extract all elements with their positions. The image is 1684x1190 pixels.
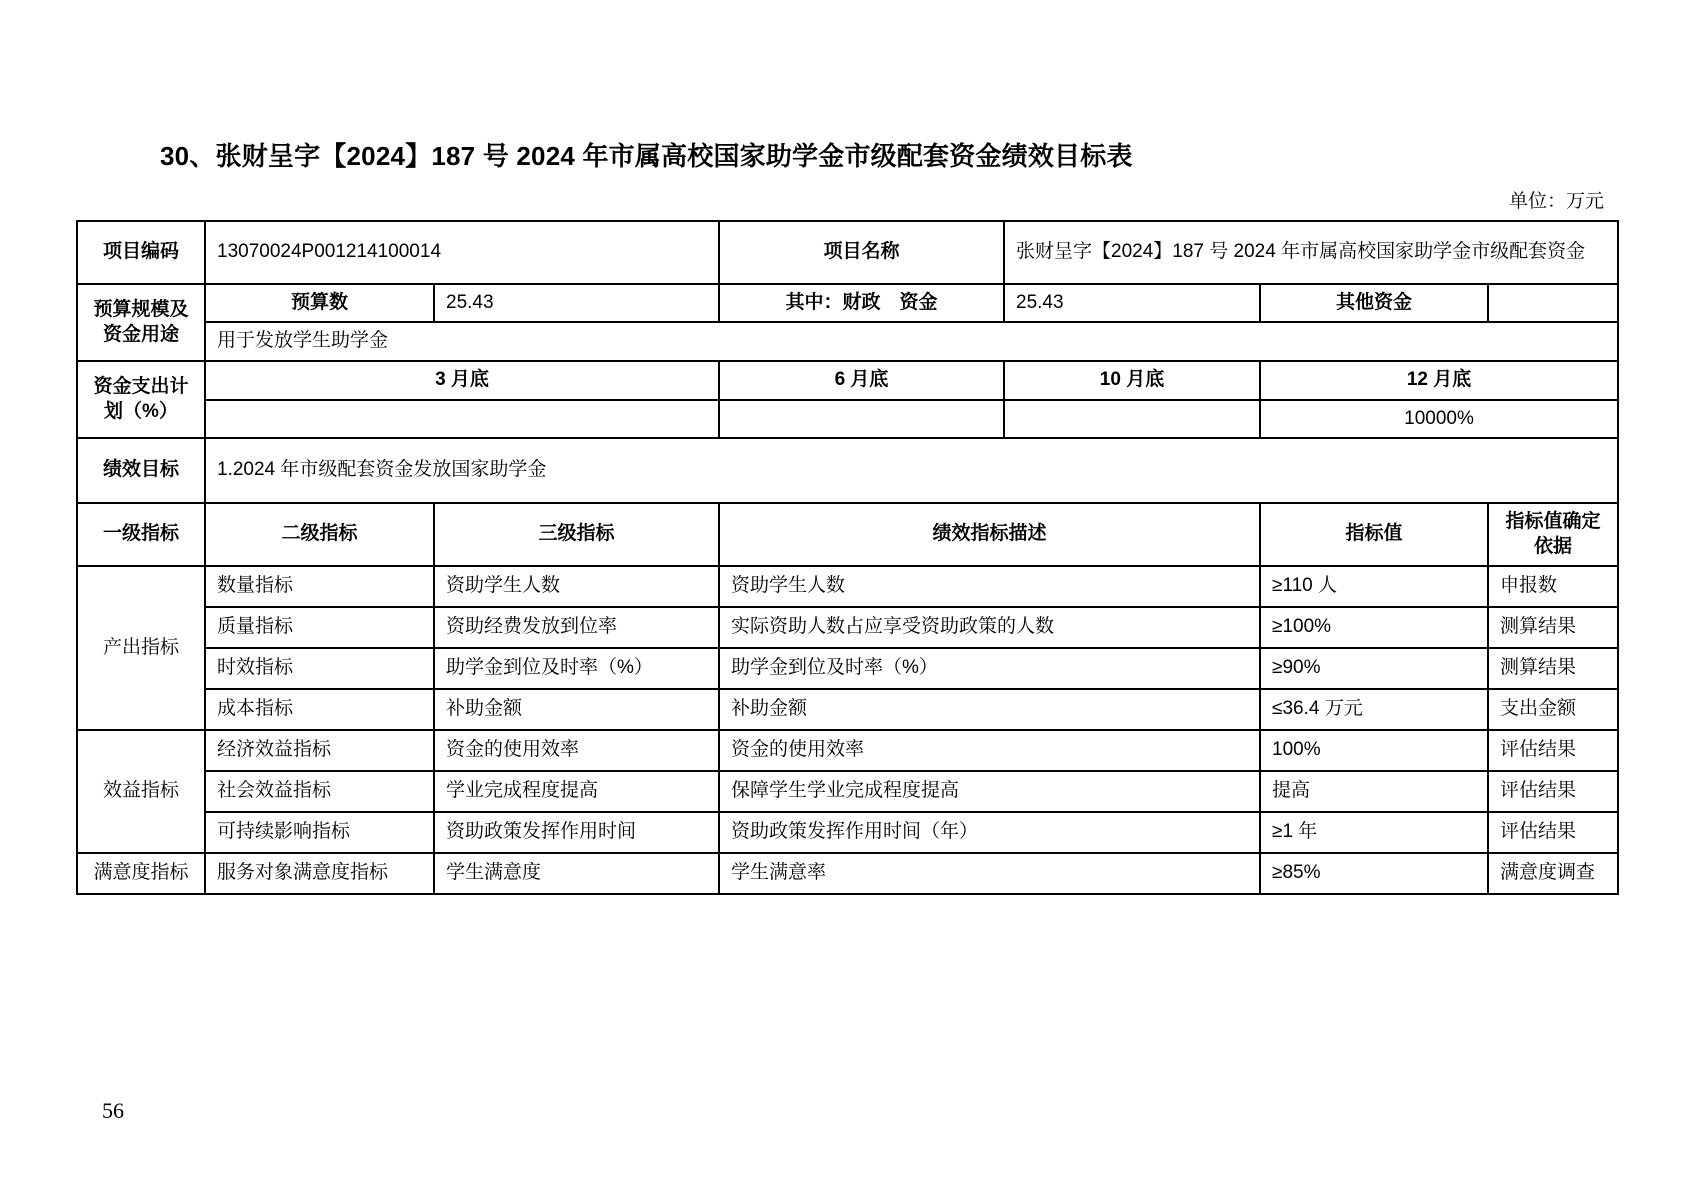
level3-cell: 学生满意度 (434, 853, 719, 894)
value-cell: ≥85% (1260, 853, 1488, 894)
level2-cell: 社会效益指标 (205, 771, 434, 812)
description-cell: 助学金到位及时率（%） (719, 648, 1260, 689)
level2-cell: 服务对象满意度指标 (205, 853, 434, 894)
basis-cell: 测算结果 (1488, 648, 1618, 689)
goal-row (77, 438, 1618, 503)
description-cell: 资金的使用效率 (719, 730, 1260, 771)
plan-header-row (77, 361, 1618, 400)
page-number: 56 (102, 1098, 124, 1123)
basis-cell: 评估结果 (1488, 812, 1618, 853)
header-level3: 三级指标 (434, 503, 719, 566)
description-cell: 保障学生学业完成程度提高 (719, 771, 1260, 812)
value-cell: ≥110 人 (1260, 566, 1488, 607)
budget-fiscal-label: 其中：财政 资金 (719, 284, 1004, 322)
value-cell: ≥1 年 (1260, 812, 1488, 853)
basis-cell: 评估结果 (1488, 730, 1618, 771)
level2-cell: 质量指标 (205, 607, 434, 648)
goal-text: 1.2024 年市级配套资金发放国家助学金 (205, 438, 1618, 503)
level2-cell: 经济效益指标 (205, 730, 434, 771)
basis-cell: 申报数 (1488, 566, 1618, 607)
budget-usage-value: 用于发放学生助学金 (205, 322, 1618, 361)
table-row (77, 566, 1618, 607)
usage-row (77, 322, 1618, 361)
unit-label: 单位：万元 (1508, 191, 1604, 212)
plan-value-row (77, 400, 1618, 438)
basis-cell: 满意度调查 (1488, 853, 1618, 894)
header-description: 绩效指标描述 (719, 503, 1260, 566)
description-cell: 资助政策发挥作用时间（年） (719, 812, 1260, 853)
level3-cell: 助学金到位及时率（%） (434, 648, 719, 689)
goal-label: 绩效目标 (77, 438, 205, 503)
plan-header-q3: 10 月底 (1004, 361, 1260, 400)
description-cell: 补助金额 (719, 689, 1260, 730)
level3-cell: 补助金额 (434, 689, 719, 730)
output-indicator-label: 产出指标 (77, 566, 205, 730)
table-row (77, 648, 1618, 689)
budget-other-value (1488, 284, 1618, 322)
table-row (77, 853, 1618, 894)
value-cell: 100% (1260, 730, 1488, 771)
project-row (77, 221, 1618, 284)
basis-cell: 评估结果 (1488, 771, 1618, 812)
value-cell: ≥100% (1260, 607, 1488, 648)
level3-cell: 资金的使用效率 (434, 730, 719, 771)
budget-count-value: 25.43 (434, 284, 719, 322)
basis-cell: 测算结果 (1488, 607, 1618, 648)
budget-count-label: 预算数 (205, 284, 434, 322)
basis-cell: 支出金额 (1488, 689, 1618, 730)
benefit-indicator-label: 效益指标 (77, 730, 205, 853)
level3-cell: 资助政策发挥作用时间 (434, 812, 719, 853)
plan-value-q1 (205, 400, 719, 438)
header-value: 指标值 (1260, 503, 1488, 566)
project-code-label: 项目编码 (77, 221, 205, 284)
level2-cell: 数量指标 (205, 566, 434, 607)
plan-label: 资金支出计划（%） (77, 361, 205, 438)
plan-header-q4: 12 月底 (1260, 361, 1618, 400)
level3-cell: 学业完成程度提高 (434, 771, 719, 812)
description-cell: 实际资助人数占应享受资助政策的人数 (719, 607, 1260, 648)
indicator-header-row (77, 503, 1618, 566)
budget-fiscal-value: 25.43 (1004, 284, 1260, 322)
table-row (77, 689, 1618, 730)
level2-cell: 成本指标 (205, 689, 434, 730)
value-cell: 提高 (1260, 771, 1488, 812)
plan-value-q4: 10000% (1260, 400, 1618, 438)
table-row (77, 771, 1618, 812)
plan-value-q3 (1004, 400, 1260, 438)
table-row (77, 730, 1618, 771)
project-code-value: 13070024P001214100014 (205, 221, 719, 284)
description-cell: 学生满意率 (719, 853, 1260, 894)
project-name-label: 项目名称 (719, 221, 1004, 284)
level2-cell: 时效指标 (205, 648, 434, 689)
satisfaction-indicator-label: 满意度指标 (77, 853, 205, 894)
budget-row (77, 284, 1618, 322)
description-cell: 资助学生人数 (719, 566, 1260, 607)
level2-cell: 可持续影响指标 (205, 812, 434, 853)
value-cell: ≤36.4 万元 (1260, 689, 1488, 730)
budget-label: 预算规模及资金用途 (77, 284, 205, 361)
plan-value-q2 (719, 400, 1004, 438)
performance-target-table (76, 220, 1619, 895)
plan-header-q2: 6 月底 (719, 361, 1004, 400)
value-cell: ≥90% (1260, 648, 1488, 689)
header-basis: 指标值确定依据 (1488, 503, 1618, 566)
page-title: 30、张财呈字【2024】187 号 2024 年市属高校国家助学金市级配套资金绩效目标表 (160, 141, 1133, 171)
budget-other-label: 其他资金 (1260, 284, 1488, 322)
table-row (77, 607, 1618, 648)
header-level1: 一级指标 (77, 503, 205, 566)
table-row (77, 812, 1618, 853)
project-name-value: 张财呈字【2024】187 号 2024 年市属高校国家助学金市级配套资金 (1004, 221, 1618, 284)
plan-header-q1: 3 月底 (205, 361, 719, 400)
header-level2: 二级指标 (205, 503, 434, 566)
level3-cell: 资助学生人数 (434, 566, 719, 607)
level3-cell: 资助经费发放到位率 (434, 607, 719, 648)
